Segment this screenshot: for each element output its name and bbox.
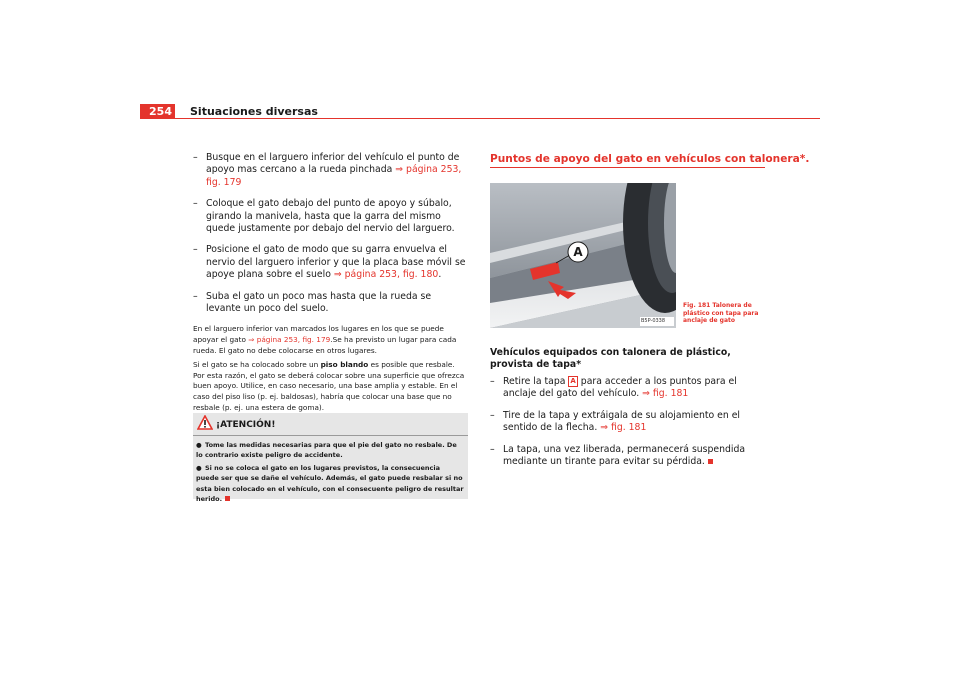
- cross-reference-link[interactable]: ⇒ página 253, fig. 180: [333, 269, 439, 281]
- note-text: es posible que resbale. Por esta razón, el gato se deberá colocar sobre una superficie que ofrezca buen apoyo. Utilice, en caso necesario, una base amplia y estable. En el caso del piso liso (p. ej. baldosas), habría que colocar una base que no resbale (p. ej. una estera de goma).: [193, 360, 465, 412]
- bullet-icon: ●: [196, 463, 202, 472]
- step-1: [193, 152, 468, 189]
- note-text: Si el gato se ha colocado sobre un: [193, 360, 321, 370]
- end-mark-icon: [225, 496, 230, 501]
- warning-triangle-icon: [197, 415, 213, 430]
- step-4: [193, 291, 468, 316]
- running-head: Situaciones diversas: [190, 105, 318, 118]
- bullet-icon: ●: [196, 441, 202, 449]
- step-text: Suba el gato un poco mas hasta que la rueda se levante un poco del suelo.: [206, 290, 432, 315]
- warning-title: ¡ATENCIÓN!: [216, 420, 276, 430]
- cross-reference-link[interactable]: ⇒ página 253, fig. 179: [206, 164, 462, 188]
- step-text: para acceder a los puntos para el anclaje del gato del vehículo.: [503, 376, 737, 400]
- dash-marker: –: [193, 152, 198, 163]
- step-text: La tapa, una vez liberada, permanecerá suspendida mediante un tirante para evitar su pérdida.: [503, 443, 746, 468]
- section-rule: [490, 167, 765, 168]
- right-column: [490, 347, 770, 477]
- dash-marker: –: [193, 290, 198, 302]
- callout-label: A: [573, 245, 583, 259]
- figure-caption: Fig. 181 Talonera de plástico con tapa para anclaje de gato: [683, 302, 759, 325]
- step-text: Posicione el gato de modo que su garra envuelva el nervio del larguero inferior y que la placa base móvil se apoye plana sobre el suelo: [206, 244, 466, 281]
- dash-marker: –: [490, 376, 495, 387]
- subheading: Vehículos equipados con talonera de plástico, provista de tapa*: [490, 347, 731, 370]
- end-mark-icon: [708, 459, 713, 464]
- cross-reference-link[interactable]: ⇒ página 253, fig. 179: [248, 335, 331, 345]
- step-2: [490, 410, 770, 435]
- sill-jack-point-illustration: [490, 183, 676, 328]
- step-1: [490, 376, 770, 401]
- warning-item: [196, 440, 464, 461]
- section-title: Puntos de apoyo del gato en vehículos con talonera*.: [490, 153, 810, 165]
- step-2: [193, 198, 468, 235]
- step-text: Coloque el gato debajo del punto de apoyo y súbalo, girando la manivela, hasta que la garra del mismo quede justamente por debajo del nervio del larguero.: [206, 198, 455, 235]
- note-text: En el larguero inferior van marcados los lugares en los que se puede apoyar el gato: [193, 324, 444, 345]
- note-bold-text: piso blando: [320, 360, 369, 370]
- figure-code: B5P-0338: [641, 318, 666, 324]
- dash-marker: –: [193, 198, 198, 210]
- dash-marker: –: [490, 443, 495, 455]
- step-text: Busque en el larguero inferior del vehículo el punto de apoyo mas cercano a la rueda pinchada: [206, 152, 460, 176]
- warning-item-text: Si no se coloca el gato en los lugares previstos, la consecuencia puede ser que se dañe el vehículo. Además, el gato puede resbalar si no esta bien colocado en el vehículo, con el consecuente peligro de resultar herido.: [196, 463, 464, 504]
- step-3: [193, 244, 468, 281]
- note-paragraph: [193, 360, 468, 413]
- note-paragraph: [193, 324, 468, 356]
- figure-181: [490, 183, 676, 328]
- cross-reference-link[interactable]: ⇒ fig. 181: [600, 422, 647, 434]
- step-text: Retire la tapa: [503, 376, 569, 387]
- dash-marker: –: [490, 409, 495, 421]
- step-text-end: .: [438, 269, 442, 281]
- left-column: [193, 152, 468, 417]
- dash-marker: –: [193, 244, 198, 256]
- warning-item: [196, 463, 464, 505]
- callout-badge: A: [570, 377, 576, 385]
- header-rule: [140, 118, 820, 119]
- warning-item-text: Tome las medidas necesarias para que el pie del gato no resbale. De lo contrario existe peligro de accidente.: [196, 441, 457, 460]
- cross-reference-link[interactable]: ⇒ fig. 181: [642, 388, 689, 400]
- step-3: [490, 444, 770, 469]
- note-text: .Se ha previsto un lugar para cada rueda. El gato no debe colocarse en otros lugares.: [193, 335, 457, 355]
- page-number: 254: [140, 104, 175, 119]
- step-text: Tire de la tapa y extráigala de su alojamiento en el sentido de la flecha.: [503, 409, 740, 434]
- warning-body: [196, 440, 464, 506]
